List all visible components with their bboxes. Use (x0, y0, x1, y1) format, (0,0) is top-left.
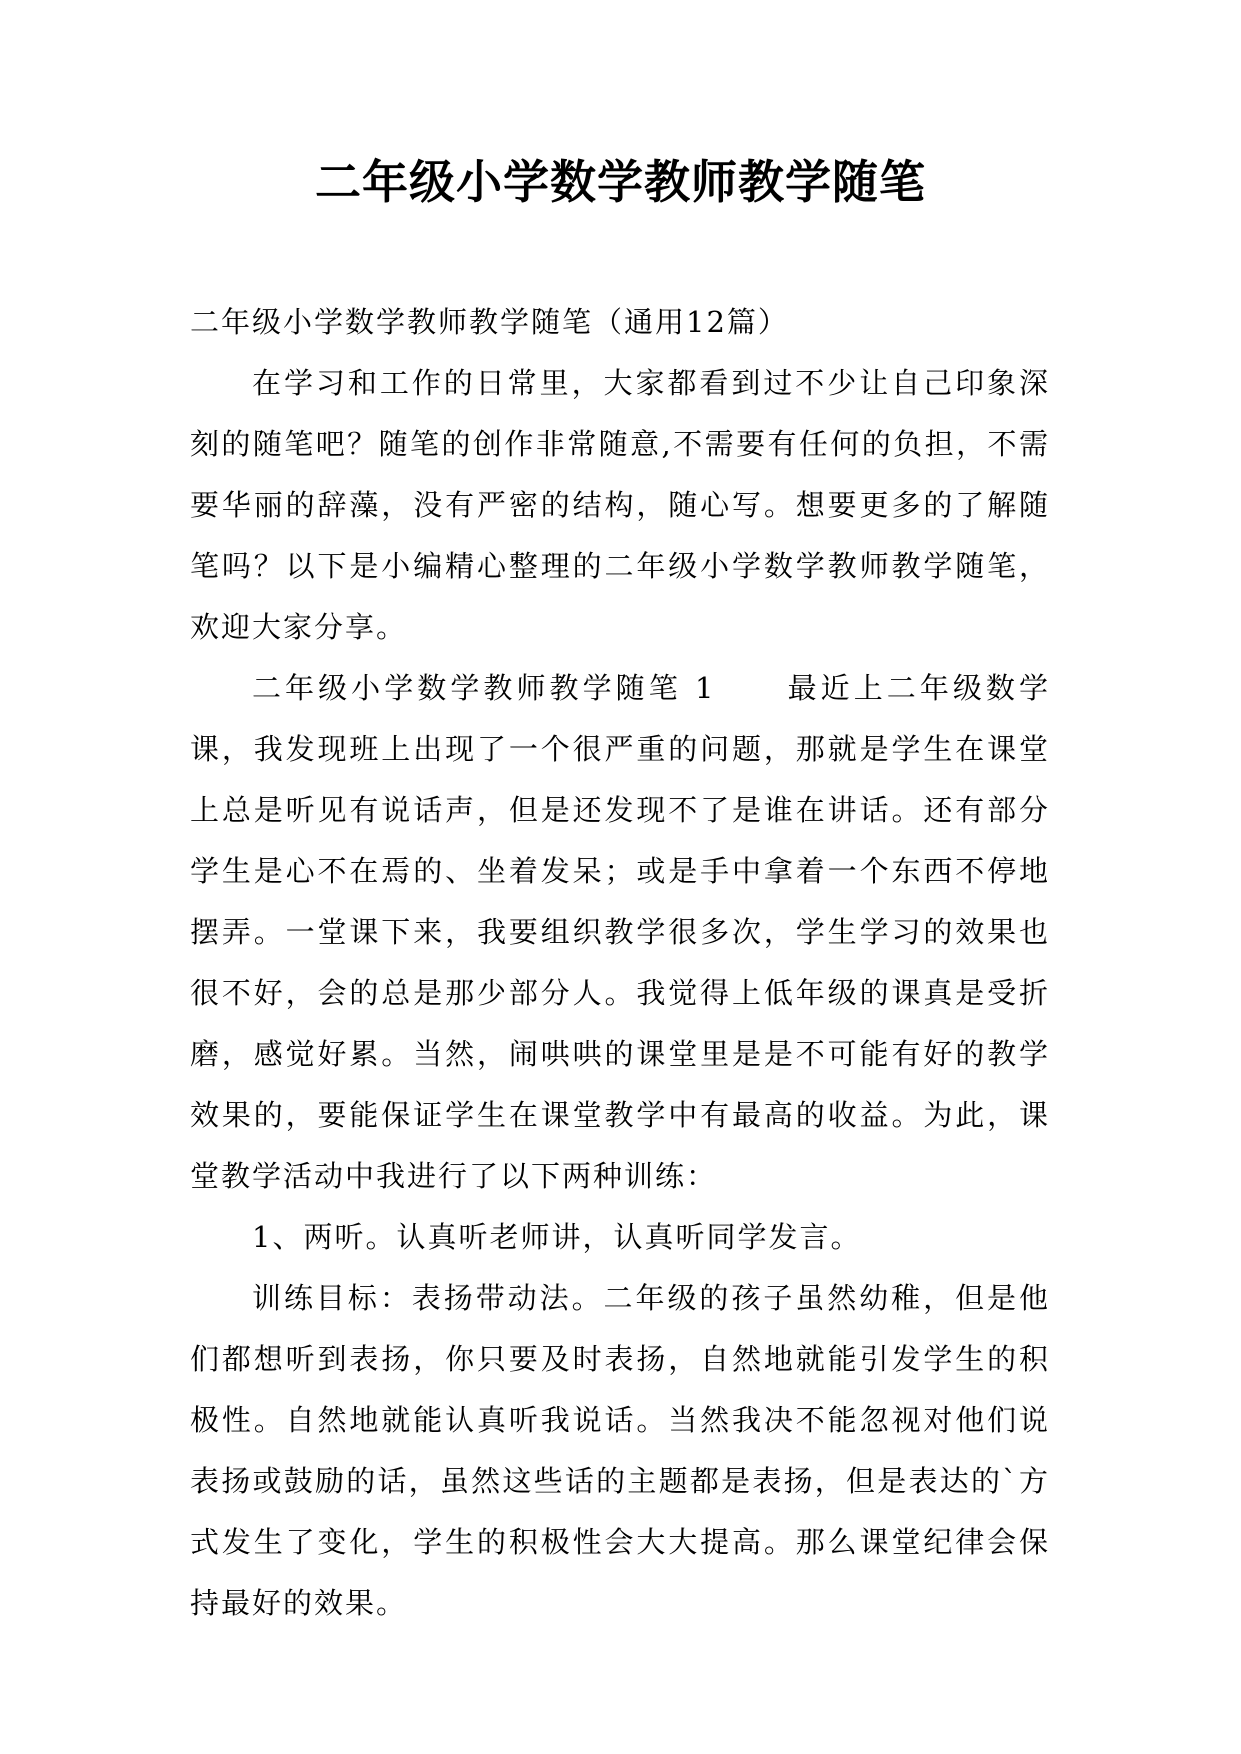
training-paragraph: 训练目标：表扬带动法。二年级的孩子虽然幼稚，但是他们都想听到表扬，你只要及时表扬，自然地就能引发学生的积极性。自然地就能认真听我说话。当然我决不能忽视对他们说表扬或鼓励的话，虽然这些话的主题都是表扬，但是表达的`方式发生了变化，学生的积极性会大大提高。那么课堂纪律会保持最好的效果。 (190, 1281, 1050, 1620)
intro-paragraph: 在学习和工作的日常里，大家都看到过不少让自己印象深刻的随笔吧？随笔的创作非常随意,不需要有任何的负担，不需要华丽的辞藻，没有严密的结构，随心写。想要更多的了解随笔吗？以下是小编精心整理的二年级小学数学教师教学随笔，欢迎大家分享。 (190, 366, 1050, 644)
section-1-paragraph (190, 658, 1050, 1207)
section-1-heading: 二年级小学数学教师教学随笔 1 (252, 671, 716, 705)
document-subtitle: 二年级小学数学教师教学随笔（通用12篇） (190, 305, 789, 339)
point-1-paragraph: 1、两听。认真听老师讲，认真听同学发言。 (252, 1220, 862, 1254)
document-body (190, 292, 1050, 1634)
document-title: 二年级小学数学教师教学随笔 (315, 155, 926, 209)
section-1-text: 最近上二年级数学课，我发现班上出现了一个很严重的问题，那就是学生在课堂上总是听见有说话声，但是还发现不了是谁在讲话。还有部分学生是心不在焉的、坐着发呆；或是手中拿着一个东西不停地摆弄。一堂课下来，我要组织教学很多次，学生学习的效果也很不好，会的总是那少部分人。我觉得上低年级的课真是受折磨，感觉好累。当然，闹哄哄的课堂里是是不可能有好的教学效果的，要能保证学生在课堂教学中有最高的收益。为此，课堂教学活动中我进行了以下两种训练： (190, 671, 1050, 1193)
